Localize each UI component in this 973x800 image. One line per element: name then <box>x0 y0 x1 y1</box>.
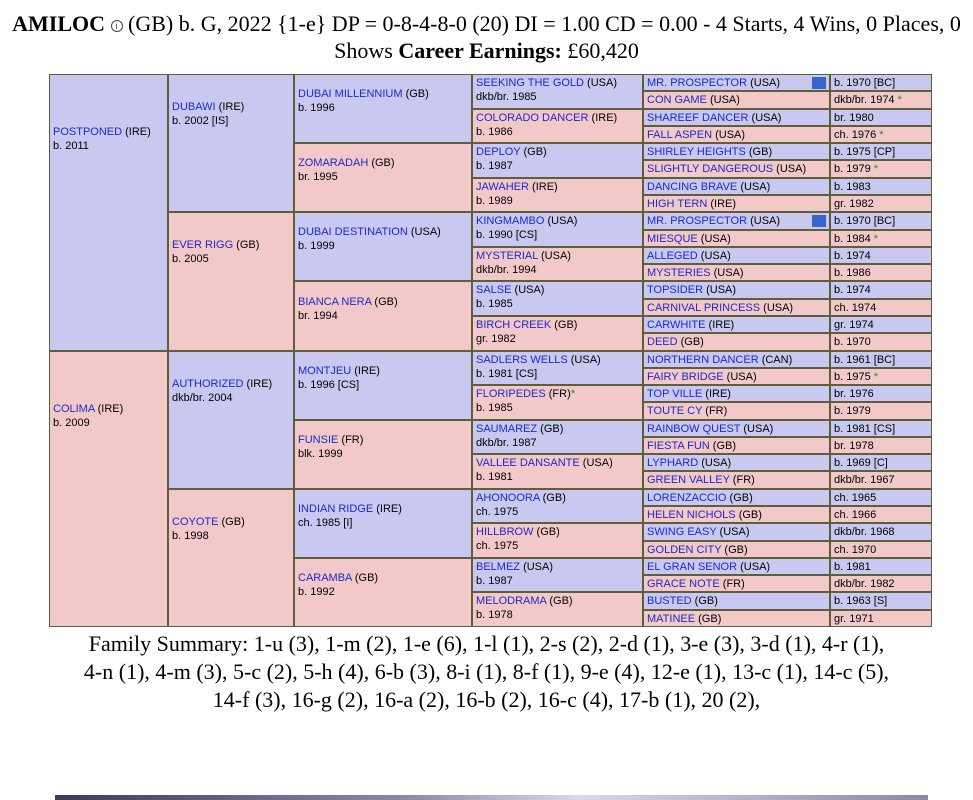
pedigree-birth-cell <box>830 523 932 541</box>
pedigree-birth-cell <box>830 368 932 385</box>
horse-birth: b. 1989 <box>476 195 513 207</box>
horse-name-link[interactable]: EL GRAN SENOR <box>647 561 738 573</box>
horse-country: (IRE) <box>215 101 245 113</box>
horse-birth: ch. 1975 <box>476 540 519 552</box>
pedigree-birth-cell <box>830 541 932 558</box>
horse-name-link[interactable]: CARWHITE <box>647 319 706 331</box>
pedigree-cell-gen5 <box>643 420 830 437</box>
pedigree-cell-gen1 <box>49 351 168 627</box>
pedigree-cell-gen4 <box>472 109 643 143</box>
horse-country: (GB) <box>735 509 762 521</box>
star-marker: * <box>570 388 576 400</box>
horse-birth: br. 1978 <box>834 440 874 452</box>
horse-birth: ch. 1966 <box>834 509 877 521</box>
horse-birth: gr. 1982 <box>834 198 874 210</box>
horse-country: (USA) <box>706 94 740 106</box>
horse-country: (GB) <box>546 595 573 607</box>
horse-name-link[interactable]: HILLBROW <box>476 526 534 538</box>
pedigree-cell-gen5 <box>643 230 830 247</box>
horse-name-link[interactable]: BUSTED <box>647 595 692 607</box>
pedigree-birth-cell <box>830 558 932 575</box>
horse-birth: gr. 1974 <box>834 319 874 331</box>
horse-birth: dkb/br. 1982 <box>834 578 895 590</box>
pedigree-cell-gen3 <box>294 281 472 351</box>
horse-name-link[interactable]: MELODRAMA <box>476 595 547 607</box>
pedigree-cell-gen4 <box>472 385 643 420</box>
horse-country: (GB) <box>351 572 379 584</box>
horse-birth: b. 1987 <box>476 160 513 172</box>
horse-birth: b. 2009 <box>53 417 90 429</box>
horse-name-link[interactable]: FUNSIE <box>298 434 339 446</box>
horse-name-link[interactable]: TOUTE CY <box>647 405 703 417</box>
horse-birth: gr. 1982 <box>476 333 516 345</box>
horse-country: (USA) <box>511 284 545 296</box>
horse-country: (USA) <box>520 561 554 573</box>
pedigree-cell-gen3 <box>294 74 472 143</box>
horse-country: (GB) <box>695 613 722 625</box>
horse-name-link[interactable]: AUTHORIZED <box>172 378 244 390</box>
horse-birth: blk. 1999 <box>298 448 343 460</box>
star-marker: * <box>876 129 884 141</box>
pedigree-cell-gen5 <box>643 126 830 143</box>
horse-name-link[interactable]: DUBAI MILLENNIUM <box>298 88 403 100</box>
horse-birth: b. 1974 <box>834 284 871 296</box>
horse-header <box>0 10 973 64</box>
horse-name-link[interactable]: FAIRY BRIDGE <box>647 371 724 383</box>
horse-birth: ch. 1965 <box>834 492 877 504</box>
horse-birth: gr. 1971 <box>834 613 874 625</box>
horse-country: (GB) <box>371 296 398 308</box>
horse-country: (FR) <box>545 388 571 400</box>
horse-name-link[interactable]: MIESQUE <box>647 233 698 245</box>
pedigree-birth-cell <box>830 333 932 351</box>
horse-birth: b. 1981 [CS] <box>476 368 538 380</box>
horse-name-link[interactable]: MATINEE <box>647 613 696 625</box>
pedigree-cell-gen5 <box>643 368 830 385</box>
pedigree-cell-gen5 <box>643 299 830 316</box>
horse-country: (IRE) <box>528 181 558 193</box>
horse-birth: b. 1961 [BC] <box>834 354 896 366</box>
star-marker: * <box>894 94 902 106</box>
pedigree-birth-cell <box>830 437 932 454</box>
horse-birth: b. 1996 [CS] <box>298 379 360 391</box>
horse-description: (GB) b. G, 2022 {1-e} DP = 0-8-4-8-0 (20) DI = 1.00 CD = 0.00 - 4 Starts, 4 Wins, 0 Places, 0 Shows <box>128 11 961 63</box>
pedigree-cell-gen4 <box>472 592 643 627</box>
horse-birth: b. 2002 [IS] <box>172 115 229 127</box>
horse-name: AMILOC <box>12 11 105 36</box>
star-marker: * <box>870 163 879 175</box>
horse-name-link[interactable]: SADLERS WELLS <box>476 354 568 366</box>
pedigree-cell-gen5 <box>643 178 830 195</box>
horse-name-link[interactable]: SALSE <box>476 284 512 296</box>
pedigree-birth-cell <box>830 91 932 109</box>
horse-birth: b. 1986 <box>476 126 513 138</box>
pedigree-cell-gen5 <box>643 109 830 126</box>
horse-country: (GB) <box>402 88 429 100</box>
horse-country: (GB) <box>691 595 718 607</box>
horse-birth: b. 1996 <box>298 102 335 114</box>
pedigree-cell-gen5 <box>643 74 830 91</box>
horse-birth: dkb/br. 1967 <box>834 474 895 486</box>
pedigree-cell-gen4 <box>472 281 643 316</box>
horse-name-link[interactable]: SLIGHTLY DANGEROUS <box>647 163 774 175</box>
pedigree-cell-gen5 <box>643 385 830 402</box>
pedigree-cell-gen2 <box>168 74 294 212</box>
horse-name-link[interactable]: DUBAI DESTINATION <box>298 226 408 238</box>
horse-name-link[interactable]: SHIRLEY HEIGHTS <box>647 146 746 158</box>
horse-country: (USA) <box>584 77 617 89</box>
horse-name-link[interactable]: EVER RIGG <box>172 239 234 251</box>
horse-country: (GB) <box>368 157 395 169</box>
horse-name-link[interactable]: DUBAWI <box>172 101 216 113</box>
horse-birth: dkb/br. 1974 <box>834 94 895 106</box>
horse-name-link[interactable]: GRACE NOTE <box>647 578 720 590</box>
horse-country: (USA) <box>698 457 732 469</box>
pedigree-cell-gen5 <box>643 592 830 610</box>
pedigree-cell-gen3 <box>294 143 472 212</box>
horse-country: (USA) <box>710 267 744 279</box>
horse-name-link[interactable]: ALLEGED <box>647 250 698 262</box>
horse-birth: b. 1970 [BC] <box>834 215 896 227</box>
horse-birth: br. 1994 <box>298 310 338 322</box>
horse-birth: b. 1979 <box>834 405 871 417</box>
horse-country: (FR) <box>702 405 728 417</box>
horse-country: (USA) <box>544 215 578 227</box>
horse-country: (GB) <box>537 423 564 435</box>
pedigree-birth-cell <box>830 178 932 195</box>
pedigree-cell-gen5 <box>643 506 830 523</box>
pedigree-birth-cell <box>830 610 932 627</box>
star-marker: * <box>870 233 879 245</box>
horse-birth: ch. 1985 [I] <box>298 517 353 529</box>
horse-country: (USA) <box>737 181 771 193</box>
horse-name-link[interactable]: COYOTE <box>172 516 219 528</box>
horse-birth: dkb/br. 1987 <box>476 437 537 449</box>
pedigree-cell-gen4 <box>472 316 643 351</box>
horse-name-link[interactable]: SWING EASY <box>647 526 717 538</box>
pedigree-cell-gen5 <box>643 610 830 627</box>
horse-country: (USA) <box>760 302 794 314</box>
horse-country: (GB) <box>677 336 704 348</box>
horse-name-link[interactable]: NORTHERN DANCER <box>647 354 759 366</box>
pedigree-cell-gen4 <box>472 454 643 489</box>
horse-country: (IRE) <box>702 388 731 400</box>
horse-country: (USA) <box>737 561 771 573</box>
horse-name-link[interactable]: RAINBOW QUEST <box>647 423 741 435</box>
pedigree-birth-cell <box>830 109 932 126</box>
family-summary: Family Summary: 1-u (3), 1-m (2), 1-e (6), 1-l (1), 2-s (2), 2-d (1), 3-e (3), 3-d (1), 4-r (1), 4-n (1), 4-m (3), 5-c (2), 5-h (4), 6-b (3), 8-i (1), 8-f (1), 9-e (4), 12-e (1), 13-c (1), 14-c (5), 14-f (3), 16-g (2), 16-a (2), 16-b (2), 16-c (4), 17-b (1), 20 (2), <box>83 631 890 712</box>
horse-country: (USA) <box>712 129 746 141</box>
horse-name-link[interactable]: BIANCA NERA <box>298 296 372 308</box>
pedigree-cell-gen5 <box>643 91 830 109</box>
horse-name-link[interactable]: BELMEZ <box>476 561 521 573</box>
pedigree-cell-gen5 <box>643 195 830 212</box>
horse-birth: b. 1979 <box>834 163 871 175</box>
pedigree-cell-gen5 <box>643 402 830 420</box>
horse-country: (IRE) <box>373 503 402 515</box>
flag-icon <box>812 77 826 89</box>
horse-name-link[interactable]: FALL ASPEN <box>647 129 713 141</box>
horse-name-link[interactable]: COLIMA <box>53 403 95 415</box>
horse-country: (USA) <box>703 284 737 296</box>
horse-name-link[interactable]: MONTJEU <box>298 365 352 377</box>
horse-country: (GB) <box>539 492 566 504</box>
horse-country: (USA) <box>407 226 441 238</box>
pedigree-birth-cell <box>830 143 932 160</box>
pedigree-cell-gen5 <box>643 454 830 471</box>
horse-country: (FR) <box>338 434 364 446</box>
horse-birth: b. 1975 <box>834 371 871 383</box>
pedigree-birth-cell <box>830 316 932 333</box>
horse-birth: b. 1987 <box>476 575 513 587</box>
horse-name-link[interactable]: COLORADO DANCER <box>476 112 589 124</box>
horse-country: (GB) <box>745 146 773 158</box>
horse-country: (USA) <box>740 423 774 435</box>
pedigree-birth-cell <box>830 74 932 91</box>
pedigree-birth-cell <box>830 506 932 523</box>
horse-country: (USA) <box>747 215 781 227</box>
pedigree-birth-cell <box>830 299 932 316</box>
horse-birth: b. 2011 <box>53 140 89 152</box>
star-marker: * <box>870 371 879 383</box>
horse-birth: br. 1980 <box>834 112 874 124</box>
pedigree-cell-gen3 <box>294 212 472 281</box>
pedigree-cell-gen5 <box>643 437 830 454</box>
horse-name-link[interactable]: DANCING BRAVE <box>647 181 738 193</box>
horse-birth: dkb/br. 1968 <box>834 526 895 538</box>
horse-country: (FR) <box>729 474 755 486</box>
horse-name-link[interactable]: FLORIPEDES <box>476 388 546 400</box>
horse-birth: b. 1990 [CS] <box>476 229 538 241</box>
pedigree-cell-gen3 <box>294 558 472 627</box>
horse-country: (GB) <box>721 544 748 556</box>
horse-name-link[interactable]: HIGH TERN <box>647 198 708 210</box>
horse-birth: b. 1970 <box>834 336 871 348</box>
pedigree-table <box>49 74 932 627</box>
pedigree-cell-gen5 <box>643 541 830 558</box>
horse-country: (USA) <box>748 112 782 124</box>
pedigree-cell-gen4 <box>472 212 643 247</box>
horse-name-link[interactable]: GREEN VALLEY <box>647 474 730 486</box>
info-circle-icon[interactable]: i <box>111 20 123 32</box>
horse-name-link[interactable]: KINGMAMBO <box>476 215 545 227</box>
horse-birth: b. 1999 <box>298 240 335 252</box>
horse-name-link[interactable]: CARNIVAL PRINCESS <box>647 302 761 314</box>
horse-name-link[interactable]: DEED <box>647 336 678 348</box>
horse-birth: dkb/br. 1985 <box>476 91 537 103</box>
horse-country: (GB) <box>709 440 737 452</box>
horse-birth: b. 1984 <box>834 233 871 245</box>
pedigree-cell-gen4 <box>472 489 643 523</box>
horse-country: (GB) <box>520 146 547 158</box>
pedigree-cell-gen3 <box>294 351 472 420</box>
horse-name-link[interactable]: HELEN NICHOLS <box>647 509 736 521</box>
horse-country: (USA) <box>723 371 757 383</box>
horse-name-link[interactable]: CON GAME <box>647 94 707 106</box>
horse-country: (GB) <box>218 516 245 528</box>
pedigree-cell-gen5 <box>643 247 830 264</box>
horse-birth: br. 1995 <box>298 171 338 183</box>
pedigree-birth-cell <box>830 420 932 437</box>
pedigree-cell-gen2 <box>168 351 294 489</box>
horse-birth: b. 1998 <box>172 530 209 542</box>
pedigree-birth-cell <box>830 264 932 281</box>
horse-name-link[interactable]: SHAREEF DANCER <box>647 112 749 124</box>
horse-name-link[interactable]: LORENZACCIO <box>647 492 727 504</box>
horse-birth: b. 1981 <box>476 471 513 483</box>
horse-country: (USA) <box>697 233 731 245</box>
pedigree-cell-gen4 <box>472 420 643 454</box>
horse-country: (USA) <box>567 354 601 366</box>
horse-country: (USA) <box>716 526 750 538</box>
horse-name-link[interactable]: SEEKING THE GOLD <box>476 77 584 89</box>
horse-birth: b. 2005 <box>172 253 209 265</box>
pedigree-cell-gen5 <box>643 471 830 489</box>
pedigree-cell-gen5 <box>643 351 830 368</box>
horse-name-link[interactable]: TOPSIDER <box>647 284 704 296</box>
horse-birth: b. 1981 <box>834 561 871 573</box>
horse-birth: dkb/br. 1994 <box>476 264 537 276</box>
horse-name-link[interactable]: SAUMAREZ <box>476 423 538 435</box>
horse-name-link[interactable]: TOP VILLE <box>647 388 703 400</box>
earnings-value: £60,420 <box>567 38 639 63</box>
horse-birth: b. 1983 <box>834 181 871 193</box>
horse-country: (GB) <box>533 526 560 538</box>
pedigree-cell-gen4 <box>472 558 643 592</box>
horse-name-link[interactable]: ZOMARADAH <box>298 157 369 169</box>
pedigree-birth-cell <box>830 471 932 489</box>
horse-name-link[interactable]: JAWAHER <box>476 181 529 193</box>
horse-country: (IRE) <box>94 403 124 415</box>
horse-birth: b. 1986 <box>834 267 871 279</box>
pedigree-cell-gen2 <box>168 489 294 627</box>
horse-birth: ch. 1974 <box>834 302 877 314</box>
horse-birth: b. 1985 <box>476 402 513 414</box>
pedigree-cell-gen5 <box>643 143 830 160</box>
horse-country: (IRE) <box>243 378 273 390</box>
horse-country: (IRE) <box>707 198 737 210</box>
pedigree-cell-gen5 <box>643 575 830 592</box>
pedigree-cell-gen5 <box>643 281 830 299</box>
horse-name-link[interactable]: AHONOORA <box>476 492 540 504</box>
horse-name-link[interactable]: GOLDEN CITY <box>647 544 722 556</box>
horse-birth: b. 1969 [C] <box>834 457 888 469</box>
pedigree-birth-cell <box>830 402 932 420</box>
horse-country: (IRE) <box>705 319 735 331</box>
horse-name-link[interactable]: MYSTERIES <box>647 267 711 279</box>
pedigree-birth-cell <box>830 160 932 178</box>
pedigree-birth-cell <box>830 281 932 299</box>
horse-birth: b. 1963 [S] <box>834 595 888 607</box>
horse-country: (GB) <box>233 239 260 251</box>
horse-name-link[interactable]: BIRCH CREEK <box>476 319 552 331</box>
pedigree-birth-cell <box>830 454 932 471</box>
horse-country: (CAN) <box>758 354 793 366</box>
horse-name-link[interactable]: LYPHARD <box>647 457 699 469</box>
horse-country: (GB) <box>726 492 753 504</box>
horse-country: (USA) <box>697 250 731 262</box>
pedigree-birth-cell <box>830 126 932 143</box>
horse-country: (USA) <box>747 77 781 89</box>
horse-birth: b. 1978 <box>476 609 513 621</box>
horse-country: (IRE) <box>588 112 618 124</box>
pedigree-cell-gen5 <box>643 316 830 333</box>
pedigree-birth-cell <box>830 212 932 230</box>
pedigree-cell-gen4 <box>472 351 643 385</box>
pedigree-cell-gen4 <box>472 523 643 558</box>
horse-name-link[interactable]: INDIAN RIDGE <box>298 503 374 515</box>
pedigree-birth-cell <box>830 230 932 247</box>
pedigree-birth-cell <box>830 489 932 506</box>
pedigree-cell-gen5 <box>643 558 830 575</box>
horse-birth: b. 1992 <box>298 586 335 598</box>
flag-icon <box>812 215 826 227</box>
pedigree-birth-cell <box>830 575 932 592</box>
horse-name-link[interactable]: DEPLOY <box>476 146 521 158</box>
horse-birth: b. 1985 <box>476 298 513 310</box>
horse-birth: b. 1970 [BC] <box>834 77 896 89</box>
pedigree-birth-cell <box>830 195 932 212</box>
pedigree-cell-gen5 <box>643 160 830 178</box>
pedigree-birth-cell <box>830 385 932 402</box>
horse-name-link[interactable]: CARAMBA <box>298 572 352 584</box>
pedigree-cell-gen2 <box>168 212 294 351</box>
horse-country: (USA) <box>579 457 613 469</box>
pedigree-cell-gen4 <box>472 247 643 281</box>
pedigree-cell-gen5 <box>643 212 830 230</box>
horse-birth: dkb/br. 2004 <box>172 392 233 404</box>
pedigree-birth-cell <box>830 351 932 368</box>
horse-country: (GB) <box>551 319 578 331</box>
pedigree-cell-gen4 <box>472 74 643 109</box>
horse-country: (FR) <box>719 578 745 590</box>
horse-birth: b. 1975 [CP] <box>834 146 896 158</box>
horse-birth: br. 1976 <box>834 388 874 400</box>
horse-name-link[interactable]: VALLEE DANSANTE <box>476 457 580 469</box>
horse-country: (IRE) <box>351 365 380 377</box>
horse-name-link[interactable]: MR. PROSPECTOR <box>647 215 748 227</box>
footer-banner <box>55 795 928 800</box>
horse-birth: ch. 1975 <box>476 506 519 518</box>
pedigree-cell-gen5 <box>643 523 830 541</box>
earnings-label: Career Earnings: <box>398 38 562 63</box>
pedigree-cell-gen5 <box>643 333 830 351</box>
horse-name-link[interactable]: MR. PROSPECTOR <box>647 77 748 89</box>
horse-name-link[interactable]: FIESTA FUN <box>647 440 710 452</box>
horse-name-link[interactable]: MYSTERIAL <box>476 250 538 262</box>
pedigree-birth-cell <box>830 592 932 610</box>
horse-birth: ch. 1970 <box>834 544 877 556</box>
pedigree-cell-gen5 <box>643 264 830 281</box>
horse-birth: ch. 1976 <box>834 129 877 141</box>
horse-country: (USA) <box>773 163 807 175</box>
horse-birth: b. 1974 <box>834 250 871 262</box>
pedigree-cell-gen4 <box>472 143 643 178</box>
pedigree-cell-gen3 <box>294 489 472 558</box>
horse-birth: b. 1981 [CS] <box>834 423 896 435</box>
pedigree-cell-gen4 <box>472 178 643 212</box>
pedigree-birth-cell <box>830 247 932 264</box>
pedigree-cell-gen5 <box>643 489 830 506</box>
horse-name-link[interactable]: POSTPONED <box>53 126 123 138</box>
pedigree-cell-gen1 <box>49 74 168 351</box>
pedigree-cell-gen3 <box>294 420 472 489</box>
horse-country: (IRE) <box>122 126 151 138</box>
horse-country: (USA) <box>537 250 571 262</box>
